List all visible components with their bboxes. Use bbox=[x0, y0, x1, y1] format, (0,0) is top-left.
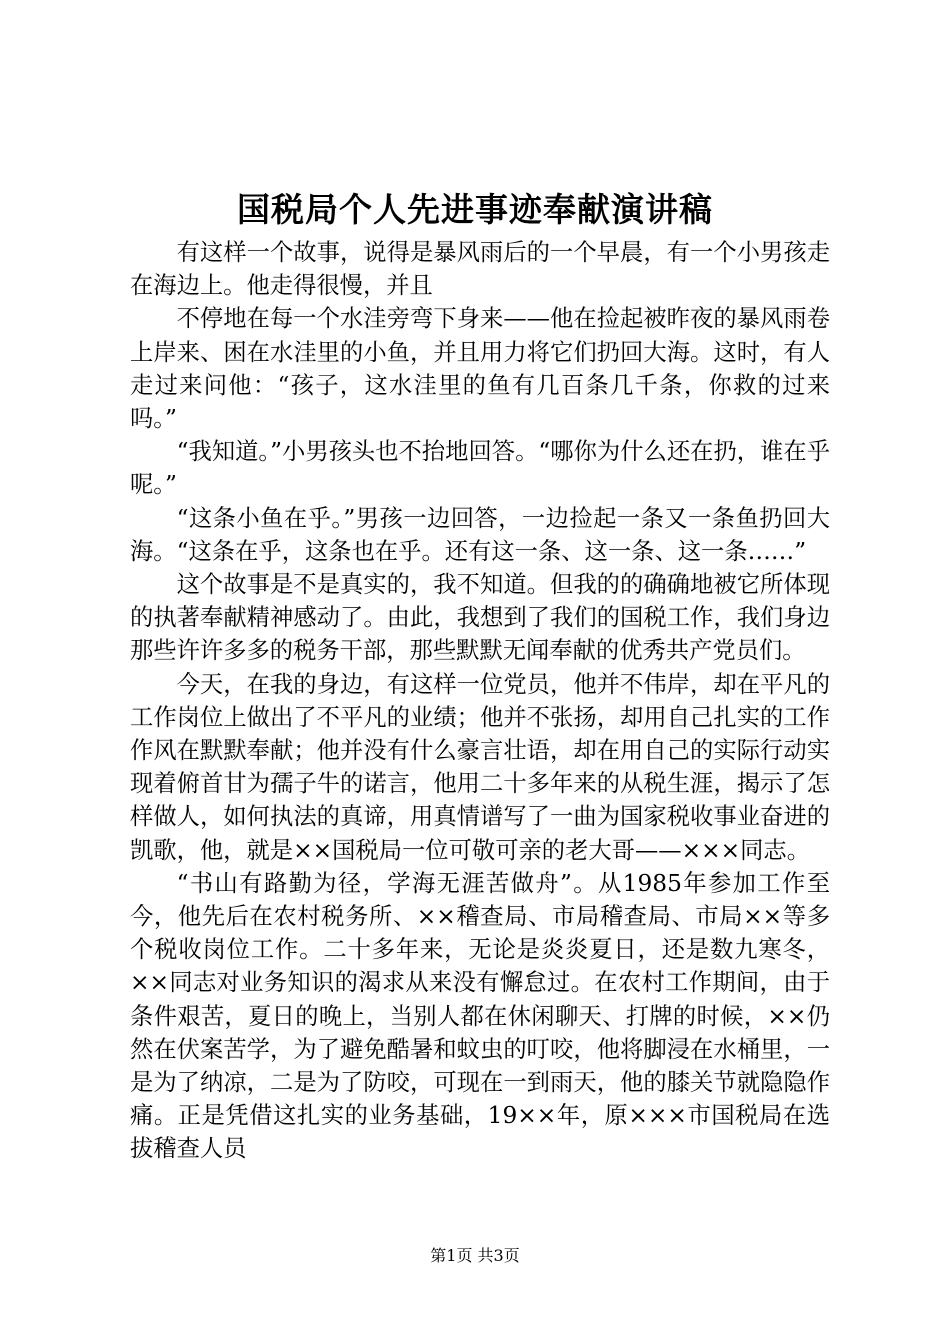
page-footer: 第1页 共3页 bbox=[430, 1246, 520, 1265]
paragraph: “这条小鱼在乎。”男孩一边回答，一边捡起一条又一条鱼扔回大海。“这条在乎，这条也在乎。还有这一条、这一条、这一条……” bbox=[130, 504, 830, 565]
paragraph: “我知道。”小男孩头也不抬地回答。“哪你为什么还在扔，谁在乎呢。” bbox=[130, 438, 830, 499]
paragraph: “书山有路勤为径，学海无涯苦做舟”。从1985年参加工作至今，他先后在农村税务所、××稽查局、市局稽查局、市局××等多个税收岗位工作。二十多年来，无论是炎炎夏日，还是数九寒冬，××同志对业务知识的渴求从来没有懈怠过。在农村工作期间，由于条件艰苦，夏日的晚上，当别人都在休闲聊天、打牌的时候，××仍然在伏案苦学，为了避免酷暑和蚊虫的叮咬，他将脚浸在水桶里，一是为了纳凉，二是为了防咬，可现在一到雨天，他的膝关节就隐隐作痛。正是凭借这扎实的业务基础，19××年，原×××市国税局在选拔稽查人员 bbox=[130, 869, 830, 1163]
paragraph: 今天，在我的身边，有这样一位党员，他并不伟岸，却在平凡的工作岗位上做出了不平凡的业绩；他并不张扬，却用自己扎实的工作作风在默默奉献；他并没有什么豪言壮语，却在用自己的实际行动实现着俯首甘为孺子牛的诺言，他用二十多年来的从税生涯，揭示了怎样做人，如何执法的真谛，用真情谱写了一曲为国家税收事业奋进的凯歌，他，就是××国税局一位可敬可亲的老大哥——×××同志。 bbox=[130, 670, 830, 864]
document-body bbox=[130, 236, 830, 1166]
paragraph: 有这样一个故事，说得是暴风雨后的一个早晨，有一个小男孩走在海边上。他走得很慢，并且 bbox=[130, 239, 830, 300]
paragraph: 不停地在每一个水洼旁弯下身来——他在捡起被昨夜的暴风雨卷上岸来、困在水洼里的小鱼，并且用力将它们扔回大海。这时，有人走过来问他：“孩子，这水洼里的鱼有几百条几千条，你救的过来吗。” bbox=[130, 305, 830, 433]
document-title: 国税局个人先进事迹奉献演讲稿 bbox=[237, 190, 713, 229]
paragraph: 这个故事是不是真实的，我不知道。但我的的确确地被它所体现的执著奉献精神感动了。由此，我想到了我们的国税工作，我们身边那些许许多多的税务干部，那些默默无闻奉献的优秀共产党员们。 bbox=[130, 571, 830, 665]
